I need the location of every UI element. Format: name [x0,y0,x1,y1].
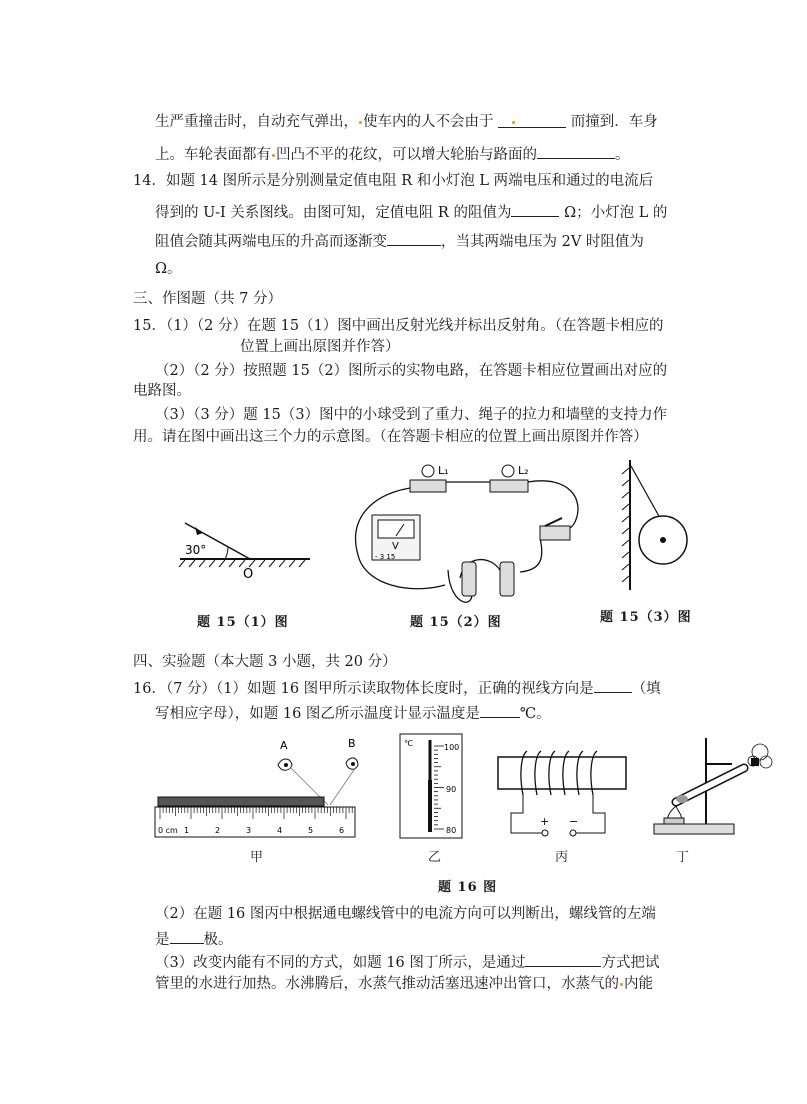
svg-text:5: 5 [308,826,314,835]
bulb-l1-base [410,480,446,492]
figure-15-3-caption: 题 15（3）图 [600,610,692,625]
figure-15-2-caption: 题 15（2）图 [410,615,502,630]
svg-text:−: − [569,815,579,828]
question-15-line-1: 15．（1）（2 分）在题 15（1）图中画出反射光线并标出反射角。（在答题卡相应的 [133,318,664,334]
svg-text:0 cm: 0 cm [158,826,178,835]
sub-label-yi: 乙 [428,850,443,865]
point-o-label: O [243,567,254,582]
answer-blank[interactable] [537,143,615,159]
answer-blank[interactable] [511,201,559,217]
svg-text:A: A [280,739,288,752]
question-16-line-1: 16．（7 分）（1）如题 16 图甲所示读取物体长度时，正确的视线方向是 （填 [133,677,661,699]
question-14-line-2: 得到的 U-I 关系图线。由图可知，定值电阻 R 的阻值为 Ω；小灯泡 L 的 [155,201,667,223]
question-14-line-3: 阻值会随其两端电压的升高而逐渐变 ，当其两端电压为 2V 时阻值为 [155,230,644,252]
answer-blank[interactable] [498,112,566,128]
figure-16-test-tube [648,736,780,841]
question-15-line-6: 用。请在图中画出这三个力的示意图。（在答题卡相应的位置上画出原图并作答） [133,429,648,445]
string-line [631,466,660,518]
answer-blank[interactable] [170,928,204,944]
figure-15-2-circuit [350,460,605,610]
figure-15-1-caption: 题 15（1）图 [197,615,289,630]
continuation-line-2: 上。车轮表面都有 凹凸不平的花纹，可以增大轮胎与路面的 。 [155,143,630,165]
orange-mark [272,154,275,157]
question-15-line-3: （2）（2 分）按照题 15（2）图所示的实物电路，在答题卡相应位置画出对应的 [155,363,668,379]
battery-icon [500,562,514,596]
eye-a-icon [278,759,292,770]
svg-text:3: 3 [246,826,252,835]
answer-blank[interactable] [594,677,632,693]
svg-text:1: 1 [184,826,190,835]
svg-text:V: V [392,541,399,552]
answer-blank[interactable] [480,702,520,718]
measured-object [158,797,324,806]
svg-text:4: 4 [277,826,283,835]
question-15-line-4: 电路图。 [133,383,191,399]
bulb-l1-icon [422,465,434,477]
question-15-line-2: 位置上画出原图并作答） [240,339,400,355]
svg-text:L₂: L₂ [518,464,529,477]
ray-arrow-icon [195,527,203,535]
figure-16-solenoid [493,745,633,840]
continuation-line-1: 生严重撞击时，自动充气弹出， 使车内的人不会由于 而撞到．车身 [155,114,658,130]
answer-blank[interactable] [387,230,441,246]
answer-blank[interactable] [525,951,601,967]
orange-mark [359,121,362,124]
svg-text:90: 90 [446,785,457,794]
question-15-line-5: （3）（3 分）题 15（3）图中的小球受到了重力、绳子的拉力和墙壁的支持力作 [155,407,668,423]
svg-text:80: 80 [446,826,457,835]
sub-label-jia: 甲 [250,850,265,865]
question-16-line-4: 是 极。 [155,928,233,950]
section-4-heading: 四、实验题（本大题 3 小题，共 20 分） [133,654,397,670]
svg-text:℃: ℃ [404,739,413,748]
bulb-l2-base [490,480,528,492]
figure-16-thermometer [398,732,468,840]
figure-16-caption: 题 16 图 [438,880,498,895]
svg-text:6: 6 [339,826,345,835]
svg-text:B: B [348,737,356,750]
battery-icon [462,562,476,596]
svg-text:2: 2 [215,826,221,835]
figure-16-ruler [150,735,360,840]
orange-mark [620,983,623,986]
stopper-icon [751,758,759,766]
question-16-line-3: （2）在题 16 图丙中根据通电螺线管中的电流方向可以判断出，螺线管的左端 [155,906,656,922]
question-16-line-6: 管里的水进行加热。水沸腾后，水蒸气推动活塞迅速冲出管口，水蒸气的 内能 [155,976,653,992]
angle-label: 30° [185,543,207,557]
section-3-heading: 三、作图题（共 7 分） [133,291,282,307]
sub-label-bing: 丙 [555,850,570,865]
svg-text:L₁: L₁ [438,464,449,477]
svg-text:- 3 15: - 3 15 [375,553,396,561]
figure-15-1-diagram [175,515,315,585]
question-14-line-1: 14．如题 14 图所示是分别测量定值电阻 R 和小灯泡 L 两端电压和通过的电流后 [133,173,654,189]
figure-15-3-diagram [618,458,698,598]
question-16-line-5: （3）改变内能有不同的方式，如题 16 图丁所示，是通过 方式把试 [155,951,659,973]
bulb-l2-icon [502,465,514,477]
question-14-line-4: Ω。 [155,261,182,277]
eye-b-icon [346,758,358,769]
svg-text:100: 100 [444,743,460,752]
switch-icon [540,526,570,540]
svg-text:+: + [540,815,550,828]
question-16-line-2: 写相应字母），如题 16 图乙所示温度计显示温度是 ℃。 [155,702,551,724]
sub-label-ding: 丁 [676,850,691,865]
burner-icon [664,818,684,824]
